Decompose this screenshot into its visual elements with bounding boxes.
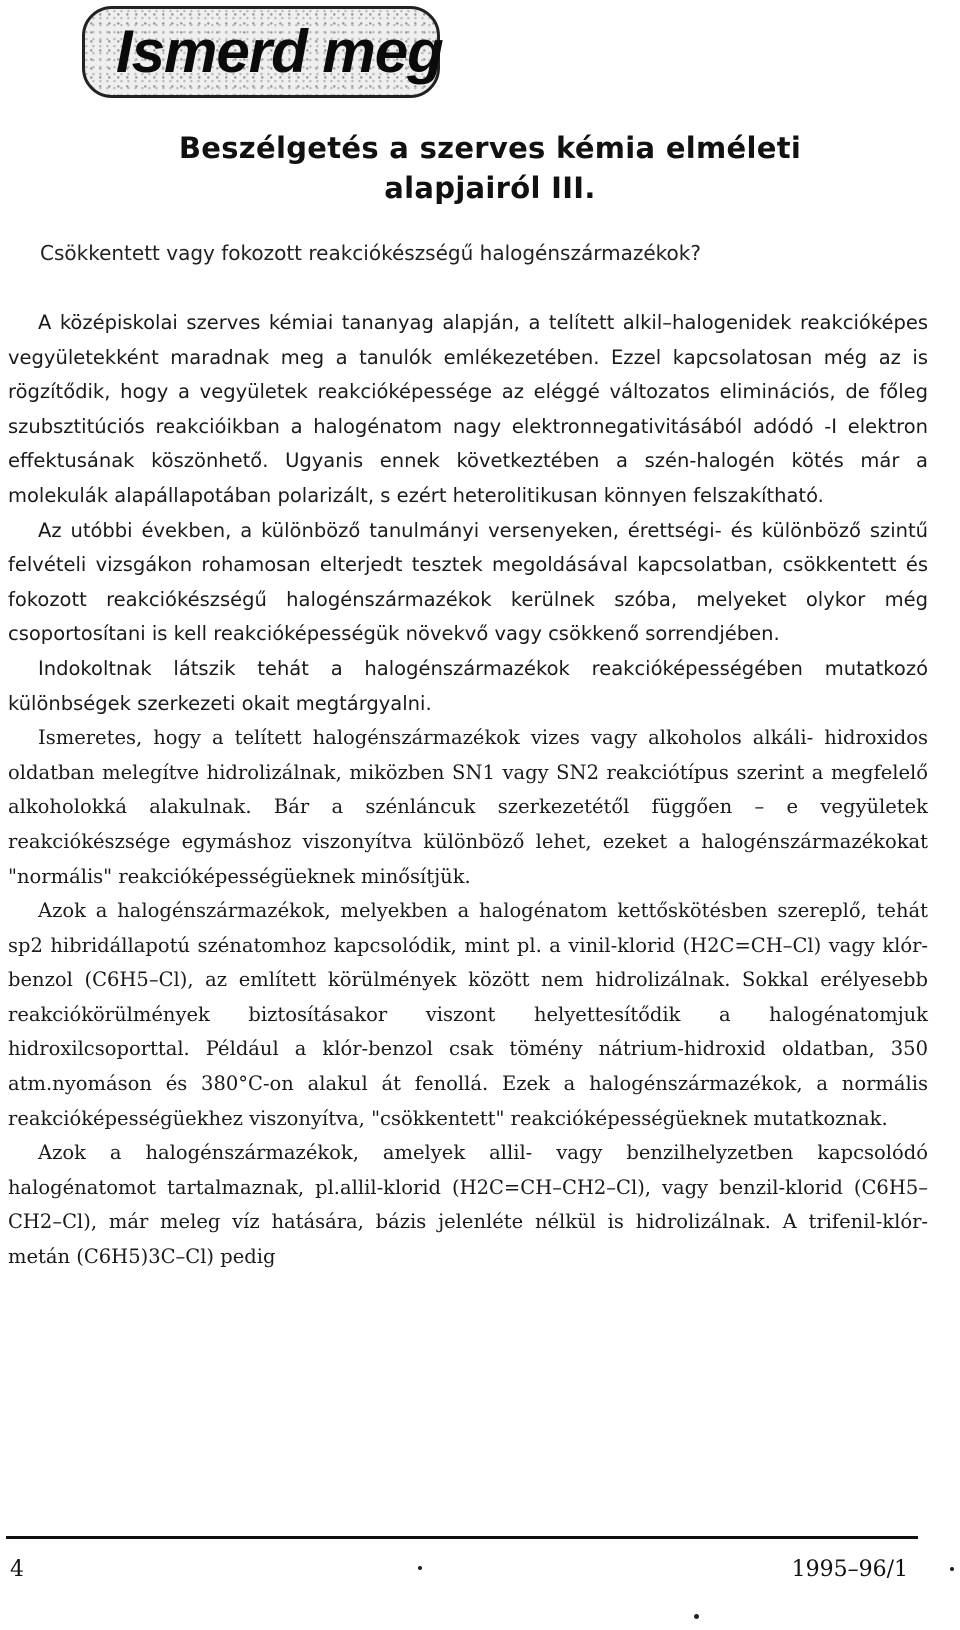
section-badge-title: Ismerd meg xyxy=(116,18,443,85)
footer-rule xyxy=(6,1536,918,1539)
page-number: 4 xyxy=(10,1557,24,1582)
scan-dot xyxy=(950,1567,954,1571)
scan-dot xyxy=(418,1566,422,1570)
paragraph: Indokoltnak látszik tehát a halogénszármazékok reakcióképességében mutatkozó különbségek szerkezeti okait megtárgyalni. xyxy=(8,656,928,715)
paragraph: Az utóbbi években, a különböző tanulmányi versenyeken, érettségi- és különböző szintű felvételi vizsgákon rohamosan elterjedt tesztek megoldásával kapcsolatban, csökkentett és fokozott reakciókészségű halogénszármazékok kerülnek szóba, melyeket olykor még csoportosítani is kell reakcióképességük növekvő vagy csökkenő sorrendjében. xyxy=(8,518,928,646)
paragraph: Ismeretes, hogy a telített halogénszármazékok vizes vagy alkoholos alkáli- hidroxidos oldatban melegítve hidrolizálnak, miközben SN1 vagy SN2 reakciótípus szerint a megfelelő alkoholokká alakulnak. Bár a szénláncuk szerkezetétől függően – e vegyületek reakciókészsége egymáshoz viszonyítva különböző lehet, ezeket a halogénszármazékokat "normális" reakcióképességüeknek minősítjük. xyxy=(8,726,928,888)
article-body xyxy=(8,306,928,1275)
issue-number: 1995–96/1 xyxy=(791,1557,908,1582)
article-subtitle: Csökkentett vagy fokozott reakciókészségű halogénszármazékok? xyxy=(40,241,701,265)
article-title: Beszélgetés a szerves kémia elméleti alapjairól III. xyxy=(178,131,802,205)
paragraph: Azok a halogénszármazékok, melyekben a halogénatom kettőskötésben szereplő, tehát sp2 hibridállapotú szénatomhoz kapcsolódik, mint pl. a vinil-klorid (H2C=CH–Cl) vagy klór-benzol (C6H5–Cl), az említett körülmények között nem hidrolizálnak. Sokkal erélyesebb reakciókörülmények biztosításakor viszont helyettesítődik a halogénatomjuk hidroxilcsoporttal. Például a klór-benzol csak tömény nátrium-hidroxid oldatban, 350 atm.nyomáson és 380°C-on alakul át fenollá. Ezek a halogénszármazékok, a normális reakcióképességüekhez viszonyítva, "csökkentett" reakcióképességüeknek mutatkoznak. xyxy=(8,899,928,1130)
paragraph: Azok a halogénszármazékok, amelyek allil- vagy benzilhelyzetben kapcsolódó halogénatomot tartalmaznak, pl.allil-klorid (H2C=CH–CH2–Cl), vagy benzil-klorid (C6H5–CH2–Cl), már meleg víz hatására, bázis jelenléte nélkül is hidrolizálnak. A trifenil-klór-metán (C6H5)3C–Cl) pedig xyxy=(8,1141,928,1269)
scan-dot xyxy=(694,1614,699,1619)
paragraph: A középiskolai szerves kémiai tananyag alapján, a telített alkil–halogenidek reakcióképes vegyületekként maradnak meg a tanulók emlékezetében. Ezzel kapcsolatosan még az is rögzítődik, hogy a vegyületek reakcióképessége az eléggé változatos eliminációs, de főleg szubsztitúciós reakcióikban a halogénatom nagy elektronnegativitásából adódó -I elektron effektusának köszönhető. Ugyanis ennek következtében a szén-halogén kötés már a molekulák alapállapotában polarizált, s ezért heterolitikusan könnyen felszakítható. xyxy=(8,311,928,507)
